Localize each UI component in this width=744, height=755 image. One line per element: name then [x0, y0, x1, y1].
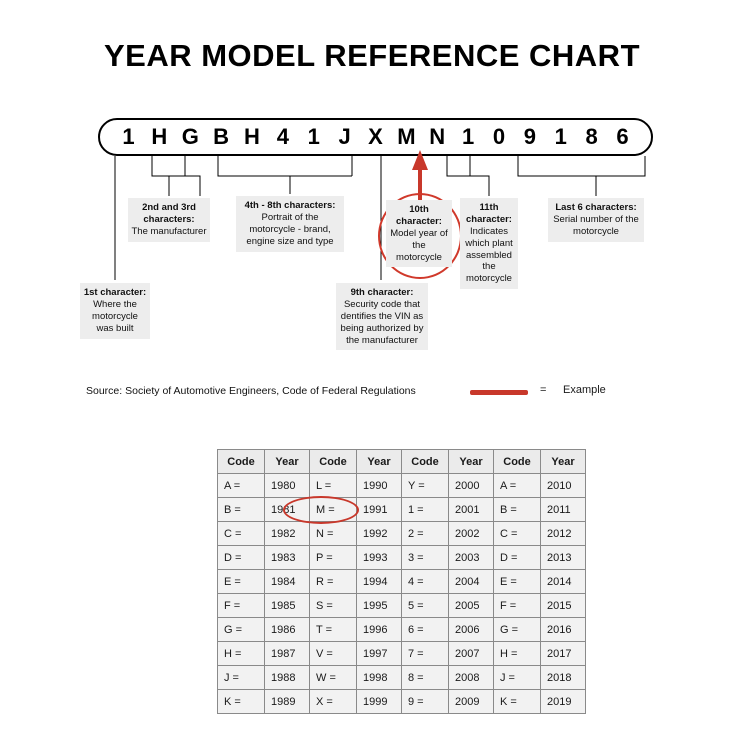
cell-code: B =: [218, 498, 265, 522]
vin-char-9: X: [368, 124, 383, 149]
cell-year: 2011: [541, 498, 586, 522]
note-9th-character-body: Security code that dentifies the VIN as being authorized by the manufacturer: [340, 298, 424, 346]
cell-code: D =: [494, 546, 541, 570]
vin-char-15: 1: [554, 124, 567, 149]
cell-year: 2016: [541, 618, 586, 642]
cell-year: 1985: [265, 594, 310, 618]
source-text: Source: Society of Automotive Engineers, Code of Federal Regulations: [86, 385, 416, 397]
vin-char-5: H: [244, 124, 260, 149]
note-11th-character-head: 11th character:: [466, 202, 512, 225]
legend-example-dash-icon: [470, 390, 528, 395]
cell-code: 7 =: [402, 642, 449, 666]
note-4th-8th-characters-body: Portrait of the motorcycle - brand, engine size and type: [246, 211, 334, 247]
note-10th-character: [386, 200, 452, 267]
cell-code: F =: [218, 594, 265, 618]
cell-year: 2018: [541, 666, 586, 690]
table-row: [218, 570, 586, 594]
col-header-year-2: Year: [357, 450, 402, 474]
cell-year: 1998: [357, 666, 402, 690]
col-header-year-3: Year: [449, 450, 494, 474]
legend-example-label: Example: [563, 384, 606, 396]
note-2nd-3rd-characters: [128, 198, 210, 242]
vin-char-3: G: [181, 124, 199, 149]
cell-year: 2000: [449, 474, 494, 498]
note-last-6-characters: [548, 198, 644, 242]
cell-year: 2004: [449, 570, 494, 594]
col-header-year-4: Year: [541, 450, 586, 474]
cell-year: 2012: [541, 522, 586, 546]
cell-year: 2017: [541, 642, 586, 666]
cell-code: 5 =: [402, 594, 449, 618]
cell-code: 4 =: [402, 570, 449, 594]
cell-year: 1995: [357, 594, 402, 618]
cell-year: 1982: [265, 522, 310, 546]
table-row: [218, 666, 586, 690]
cell-code: E =: [494, 570, 541, 594]
cell-code: H =: [494, 642, 541, 666]
vin-char-14: 9: [523, 124, 536, 149]
note-2nd-3rd-characters-body: The manufacturer: [131, 225, 207, 237]
cell-year: 2001: [449, 498, 494, 522]
cell-year: 1997: [357, 642, 402, 666]
cell-code: K =: [218, 690, 265, 714]
note-11th-character: [460, 198, 518, 289]
cell-code: A =: [218, 474, 265, 498]
cell-code: G =: [218, 618, 265, 642]
table-header-row: [218, 450, 586, 474]
cell-code: 8 =: [402, 666, 449, 690]
cell-code: X =: [310, 690, 357, 714]
cell-year: 2005: [449, 594, 494, 618]
note-1st-character: [80, 283, 150, 339]
cell-year: 2007: [449, 642, 494, 666]
cell-code: T =: [310, 618, 357, 642]
cell-code: K =: [494, 690, 541, 714]
cell-code: P =: [310, 546, 357, 570]
note-10th-character-head: 10th character:: [396, 204, 442, 227]
cell-code: E =: [218, 570, 265, 594]
vin-char-13: 0: [492, 124, 506, 149]
cell-year: 1984: [265, 570, 310, 594]
cell-year: 2006: [449, 618, 494, 642]
vin-char-16: 8: [585, 124, 598, 149]
cell-year: 1983: [265, 546, 310, 570]
table-row: [218, 474, 586, 498]
vin-char-17: 6: [616, 124, 629, 149]
cell-year-highlighted: 1991: [357, 498, 402, 522]
table-row: [218, 594, 586, 618]
col-header-code-3: Code: [402, 450, 449, 474]
cell-year: 1987: [265, 642, 310, 666]
cell-year: 2019: [541, 690, 586, 714]
note-2nd-3rd-characters-head: 2nd and 3rd characters:: [142, 202, 196, 225]
cell-year: 2003: [449, 546, 494, 570]
table-row: [218, 618, 586, 642]
cell-code: V =: [310, 642, 357, 666]
cell-code: J =: [218, 666, 265, 690]
cell-code: 2 =: [402, 522, 449, 546]
table-row: [218, 498, 586, 522]
cell-year: 2013: [541, 546, 586, 570]
vin-char-7: 1: [307, 124, 320, 149]
cell-code: 6 =: [402, 618, 449, 642]
cell-year: 1993: [357, 546, 402, 570]
vin-char-4: B: [213, 124, 230, 149]
note-4th-8th-characters-head: 4th - 8th characters:: [244, 200, 336, 211]
cell-code: S =: [310, 594, 357, 618]
page-title: YEAR MODEL REFERENCE CHART: [103, 38, 641, 73]
note-9th-character: [336, 283, 428, 350]
cell-year: 2010: [541, 474, 586, 498]
vin-char-11: N: [429, 124, 446, 149]
table-row: [218, 690, 586, 714]
cell-code: D =: [218, 546, 265, 570]
cell-code: B =: [494, 498, 541, 522]
col-header-code-2: Code: [310, 450, 357, 474]
cell-code: 3 =: [402, 546, 449, 570]
table-row: [218, 546, 586, 570]
note-1st-character-body: Where the motorcycle was built: [92, 298, 138, 334]
col-header-code-4: Code: [494, 450, 541, 474]
cell-year: 1980: [265, 474, 310, 498]
cell-year: 1986: [265, 618, 310, 642]
cell-year: 1994: [357, 570, 402, 594]
cell-code: H =: [218, 642, 265, 666]
year-code-table: [217, 449, 586, 714]
table-row: [218, 642, 586, 666]
cell-code: R =: [310, 570, 357, 594]
col-header-code-1: Code: [218, 450, 265, 474]
cell-year: 2015: [541, 594, 586, 618]
note-last-6-characters-head: Last 6 characters:: [555, 202, 637, 213]
col-header-year-1: Year: [265, 450, 310, 474]
vin-char-8: J: [338, 124, 351, 149]
note-10th-character-body: Model year of the motorcycle: [390, 227, 448, 263]
vin-char-1: 1: [122, 124, 135, 149]
cell-code: C =: [218, 522, 265, 546]
legend-equals-sign: =: [540, 384, 547, 396]
note-last-6-characters-body: Serial number of the motorcycle: [553, 213, 639, 237]
cell-code: Y =: [402, 474, 449, 498]
cell-code: J =: [494, 666, 541, 690]
cell-code: 1 =: [402, 498, 449, 522]
cell-year: 1988: [265, 666, 310, 690]
vin-char-2: H: [151, 124, 168, 149]
cell-code-highlighted: M =: [310, 498, 357, 522]
cell-code: G =: [494, 618, 541, 642]
vin-char-10: M: [397, 124, 416, 149]
cell-year: 1981: [265, 498, 310, 522]
vin-char-12: 1: [462, 124, 475, 149]
cell-code: W =: [310, 666, 357, 690]
cell-code: A =: [494, 474, 541, 498]
cell-year: 1992: [357, 522, 402, 546]
vin-char-6: 4: [276, 124, 289, 149]
table-row: [218, 522, 586, 546]
note-11th-character-body: Indicates which plant assembled the motorcycle: [465, 225, 513, 285]
cell-code: C =: [494, 522, 541, 546]
vin-number-box: [98, 118, 653, 156]
cell-year: 2014: [541, 570, 586, 594]
cell-year: 1990: [357, 474, 402, 498]
note-9th-character-head: 9th character:: [350, 287, 414, 298]
cell-code: 9 =: [402, 690, 449, 714]
cell-year: 1999: [357, 690, 402, 714]
note-4th-8th-characters: [236, 196, 344, 252]
cell-code: L =: [310, 474, 357, 498]
note-1st-character-head: 1st character:: [83, 287, 147, 298]
cell-year: 2008: [449, 666, 494, 690]
cell-code: N =: [310, 522, 357, 546]
cell-code: F =: [494, 594, 541, 618]
cell-year: 2002: [449, 522, 494, 546]
cell-year: 1989: [265, 690, 310, 714]
cell-year: 1996: [357, 618, 402, 642]
cell-year: 2009: [449, 690, 494, 714]
